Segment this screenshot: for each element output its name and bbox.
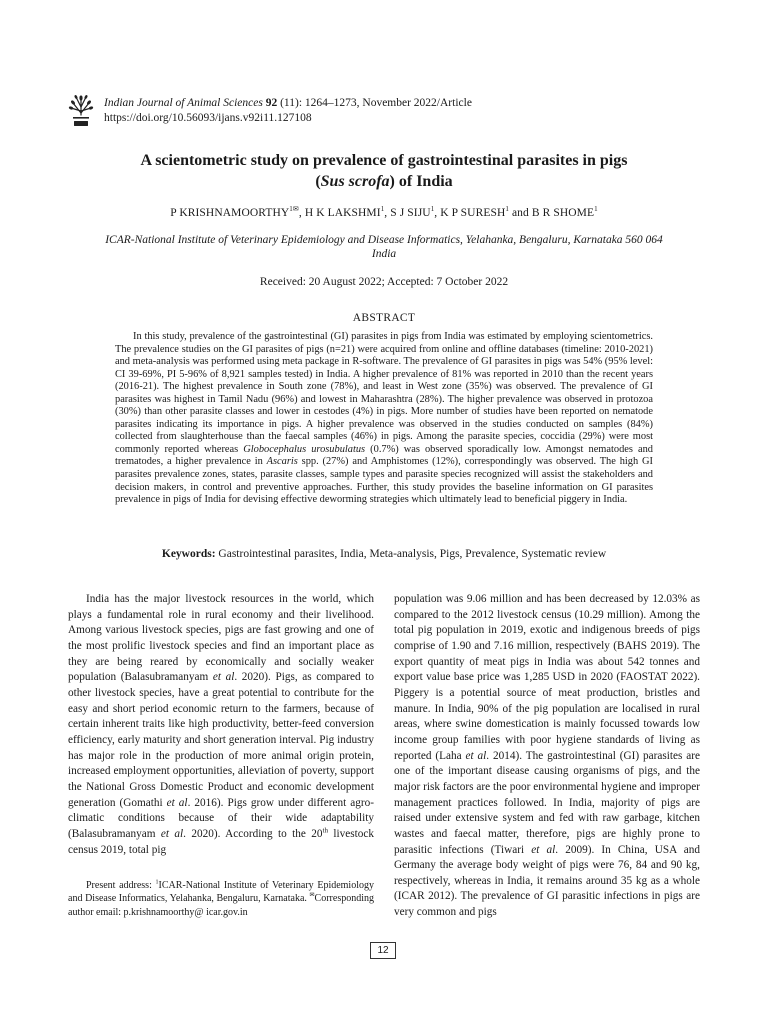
body-left-2: . 2020). Pigs, as compared to other livestock species, have a great potential to contribute for the easy and short period economic return to the farmers, because of certain inherent traits like high productivity, better-feed conversion efficiency, early maturity and short generation interval. Pig industry has major role in the production of more animal origin protein, increased employment opportunities, alleviation of poverty, support the National Gross Domestic Product and economic development generation (Gomathi xyxy=(68,671,375,809)
affiliation-line-2: India xyxy=(371,248,397,260)
body-right-3: . 2009). In China, USA and Germany the average body weight of pigs were 76, 84 and 90 kg, respectively, whereas in India, it remains around 35 kg as a whole (ICAR 2012). The prevalence of GI parasitic infections in pigs are very common and pigs xyxy=(394,843,701,919)
body-left-etal-2: et al xyxy=(166,796,188,809)
journal-issue-pages: (11): 1264–1273, November 2022/Article xyxy=(277,97,472,109)
body-right-etal-1: et al xyxy=(465,749,487,762)
footnote-text-1: Present address: xyxy=(86,880,156,891)
body-right-2: . 2014). The gastrointestinal (GI) parasites are one of the important disease causing organisms of pigs, and the major risk factors are the poor environmental hygiene and improper management practices followed. In India, majority of pigs are raised under extensive system and fed with raw garbage, kitchen wastes and faecal matter, therefore, pigs are highly prone to parasitic infections (Tiwari xyxy=(394,749,700,856)
journal-citation xyxy=(104,97,472,109)
footnote-sup-1: 1 xyxy=(155,879,159,886)
journal-volume: 92 xyxy=(265,97,278,109)
footnote-sup-2: ✉ xyxy=(309,893,315,900)
abstract-part-2: (0.7%) was observed sporadically low. Amongst nematodes and trematodes, a higher prevalence in xyxy=(115,443,653,468)
journal-header xyxy=(68,93,688,133)
abstract-heading: ABSTRACT xyxy=(352,312,416,324)
doi-link[interactable]: https://doi.org/10.56093/ijans.v92i11.127108 xyxy=(104,112,312,124)
title-line-1: A scientometric study on prevalence of gastrointestinal parasites in pigs xyxy=(140,152,628,169)
keywords-text: Gastrointestinal parasites, India, Meta-analysis, Pigs, Prevalence, Systematic review xyxy=(215,548,607,560)
abstract-text xyxy=(115,331,653,507)
title-open-paren: ( xyxy=(315,173,321,190)
received-accepted-dates: Received: 20 August 2022; Accepted: 7 October 2022 xyxy=(259,276,509,288)
author-list xyxy=(60,205,708,219)
body-column-right xyxy=(394,592,700,921)
body-left-3: . 2016). Pigs grow under different agro-climatic conditions because of their wide adaptability (Balasubramanyam xyxy=(68,796,374,840)
title-scientific-name: Sus scrofa xyxy=(320,173,390,190)
affiliation-line-1: ICAR-National Institute of Veterinary Epidemiology and Disease Informatics, Yelahanka, Bengaluru, Karnataka 560 064 xyxy=(105,234,663,246)
author-1: P KRISHNAMOORTHY xyxy=(170,206,290,219)
abstract-italic-ascaris: Ascaris xyxy=(266,456,298,468)
keywords-label: Keywords: xyxy=(161,548,216,560)
journal-name: Indian Journal of Animal Sciences xyxy=(104,97,263,109)
author-5: and B R SHOME xyxy=(508,206,595,219)
footnote-text-2: ICAR-National Institute of Veterinary Epidemiology and Disease Informatics, Yelahanka, Bengaluru, Karnataka. xyxy=(68,880,374,905)
author-1-sup: 1✉ xyxy=(289,205,299,213)
author-2: , H K LAKSHMI xyxy=(298,206,381,219)
body-left-etal-1: et al xyxy=(212,671,235,684)
author-5-sup: 1 xyxy=(594,205,598,213)
icar-logo-icon xyxy=(68,93,94,129)
author-3-sup: 1 xyxy=(430,205,435,213)
keywords xyxy=(60,548,708,560)
abstract-part-3: spp. (27%) and Amphistomes (12%), correspondingly was observed. The high GI parasites prevalence zones, states, parasite classes, sample types and parasite species recognized will assist the stakeholders and decision makers, in control and preventive approaches. Further, this study provides the baseline information on GI parasites prevalence in pigs of India for devising effective deworming strategies which ultimately lead to beneficial piggery in India. xyxy=(115,456,653,506)
title-line-2: ) of India xyxy=(389,173,453,190)
body-left-4: . 2020). According to the 20 xyxy=(183,827,323,840)
body-right-1: population was 9.06 million and has been decreased by 12.03% as compared to the 2012 livestock census (10.29 million). Among the total pig population in 2019, exotic and indigenous breeds of pigs comprise of 1.90 and 7.16 million, respectively (BAHS 2019). The export quantity of meat pigs in India was about 542 tonnes and export value base price was 1,285 USD in 2020 (FAOSTAT 2022). Piggery is a potential source of meat production, bristles and manure. In India, 90% of the pig population are localised in rural areas, where swine domestication is mainly focussed towards low income group families with poor hygiene standards of living as reported (Laha xyxy=(394,593,700,762)
page-number: 12 xyxy=(370,942,396,959)
author-4-sup: 1 xyxy=(505,205,509,213)
author-3: , S J SIJU xyxy=(384,206,431,219)
author-4: , K P SURESH xyxy=(434,206,506,219)
abstract-part-1: In this study, prevalence of the gastrointestinal (GI) parasites in pigs from India was estimated by employing scientometrics. The prevalence studies on the GI parasites of pigs (n=21) were acquired from online and offline databases (timeline: 2010-2021) and meta-analysis was performed using meta package in R-software. The prevalence of GI parasites in pigs was 54% (95% level: CI 39-69%, PI 5-96% of 8,921 samples tested) in India. A higher prevalence of 81% was reported in 2010 than the recent years (2016-21). The highest prevalence in South zone (78%), and least in West zone (35%) was observed. The prevalence of GI parasites was highest in Tamil Nadu (96%) and lowest in Maharashtra (28%). The higher prevalence was observed in protozoa (30%) than other parasite classes and lower in cestodes (4%) in pigs. More number of studies have been reported on nematode parasites indicating its importance in pigs. A higher prevalence was observed in the studies conducted on samples (84%) collected from slaughterhouse than the faecal samples (46%) in pigs. Among the parasite species, coccidia (29%) were most commonly reported whereas xyxy=(115,331,653,455)
body-left-5: livestock census 2019, total pig xyxy=(68,827,375,856)
affiliation xyxy=(60,233,708,261)
footnote xyxy=(68,879,374,919)
article-title xyxy=(60,150,708,192)
body-column-left xyxy=(68,592,374,858)
body-right-etal-2: et al xyxy=(531,843,556,856)
body-left-etal-3: et al xyxy=(160,827,184,840)
footnote-text-3: Corresponding author email: p.krishnamoorthy@ icar.gov.in xyxy=(68,893,374,918)
author-2-sup: 1 xyxy=(380,205,385,213)
abstract-italic-species: Globocephalus urosubulatus xyxy=(243,443,366,455)
body-left-1: India has the major livestock resources in the world, which plays a fundamental role in rural economy and their livelihood. Among various livestock species, pigs are fast growing and one of the most prolific livestock species and find an important place as they are being reared by economically and socially weaker population (Balasubramanyam xyxy=(68,593,374,684)
body-left-sup: th xyxy=(322,826,328,835)
